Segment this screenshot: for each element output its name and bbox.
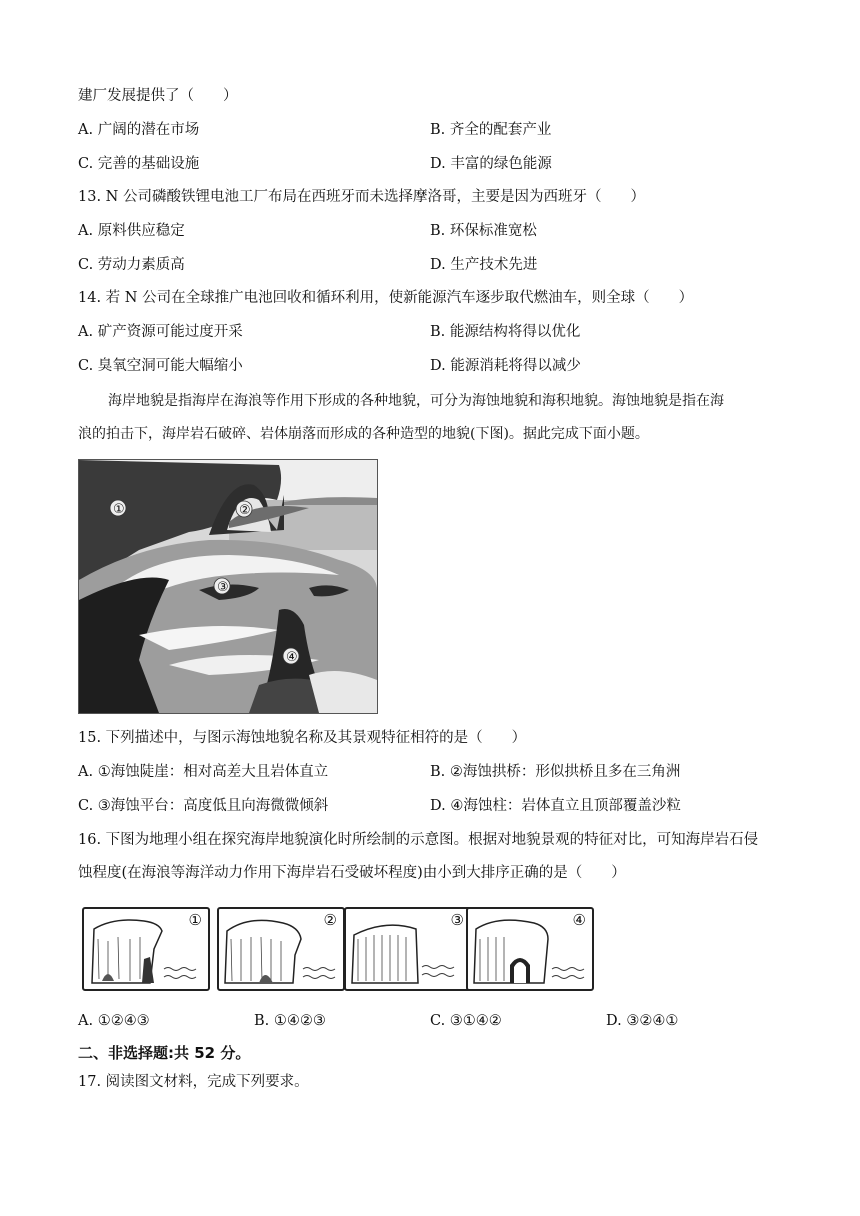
q14-option-b[interactable]: B. 能源结构将得以优化 — [430, 324, 581, 340]
passage-line-1: 海岸地貌是指海岸在海浪等作用下形成的各种地貌，可分为海蚀地貌和海积地貌。海蚀地貌是指在海 — [108, 393, 724, 409]
q14-stem: 14. 若 N 公司在全球推广电池回收和循环利用，使新能源汽车逐步取代燃油车，则全球（ ） — [78, 290, 694, 306]
q16-stem-line-2: 蚀程度(在海浪等海洋动力作用下海岸岩石受破坏程度)由小到大排序正确的是（ ） — [78, 865, 626, 881]
sketch-label-3: ③ — [450, 911, 464, 929]
sketch-label-1: ① — [188, 911, 202, 929]
sketch-2 — [217, 907, 345, 991]
q13-option-d[interactable]: D. 生产技术先进 — [430, 257, 538, 273]
sketch-4 — [466, 907, 594, 991]
q15-option-d[interactable]: D. ④海蚀柱：岩体直立且顶部覆盖沙粒 — [430, 798, 681, 814]
q13-option-a[interactable]: A. 原料供应稳定 — [78, 223, 185, 239]
q13-stem: 13. N 公司磷酸铁锂电池工厂布局在西班牙而未选择摩洛哥，主要是因为西班牙（ ） — [78, 189, 645, 205]
label-4: ④ — [286, 650, 298, 665]
sketch-3 — [344, 907, 472, 991]
q15-option-b[interactable]: B. ②海蚀拱桥：形似拱桥且多在三角洲 — [430, 764, 681, 780]
q12-option-c[interactable]: C. 完善的基础设施 — [78, 156, 200, 172]
q16-option-d[interactable]: D. ③②④① — [606, 1013, 679, 1029]
q12-stem-tail: 建厂发展提供了（ ） — [78, 88, 238, 104]
q13-option-b[interactable]: B. 环保标准宽松 — [430, 223, 537, 239]
q14-option-c[interactable]: C. 臭氧空洞可能大幅缩小 — [78, 358, 243, 374]
q16-option-a[interactable]: A. ①②④③ — [78, 1013, 150, 1029]
label-3: ③ — [217, 580, 229, 595]
label-2: ② — [239, 503, 251, 518]
q12-option-b[interactable]: B. 齐全的配套产业 — [430, 122, 552, 138]
q14-option-a[interactable]: A. 矿产资源可能过度开采 — [78, 324, 243, 340]
q16-option-b[interactable]: B. ①④②③ — [254, 1013, 326, 1029]
passage-line-2: 浪的拍击下，海岸岩石破碎、岩体崩落而形成的各种造型的地貌(下图)。据此完成下面小题。 — [78, 426, 649, 442]
section-2-heading: 二、非选择题:共 52 分。 — [78, 1044, 251, 1062]
q14-option-d[interactable]: D. 能源消耗将得以减少 — [430, 358, 581, 374]
q15-option-c[interactable]: C. ③海蚀平台：高度低且向海微微倾斜 — [78, 798, 329, 814]
q16-option-c[interactable]: C. ③①④② — [430, 1013, 502, 1029]
q12-option-a[interactable]: A. 广阔的潜在市场 — [78, 122, 200, 138]
label-1: ① — [113, 502, 125, 517]
q13-option-c[interactable]: C. 劳动力素质高 — [78, 257, 185, 273]
q12-option-d[interactable]: D. 丰富的绿色能源 — [430, 156, 552, 172]
q17-stem: 17. 阅读图文材料，完成下列要求。 — [78, 1074, 309, 1090]
q15-option-a[interactable]: A. ①海蚀陡崖：相对高差大且岩体直立 — [78, 764, 329, 780]
q15-stem: 15. 下列描述中，与图示海蚀地貌名称及其景观特征相符的是（ ） — [78, 730, 527, 746]
q16-stem-line-1: 16. 下图为地理小组在探究海岸地貌演化时所绘制的示意图。根据对地貌景观的特征对比，可知海岸岩石侵 — [78, 832, 759, 848]
coastal-landform-figure — [78, 459, 378, 714]
sketch-1 — [82, 907, 210, 991]
sketch-label-4: ④ — [572, 911, 586, 929]
sketch-label-2: ② — [323, 911, 337, 929]
